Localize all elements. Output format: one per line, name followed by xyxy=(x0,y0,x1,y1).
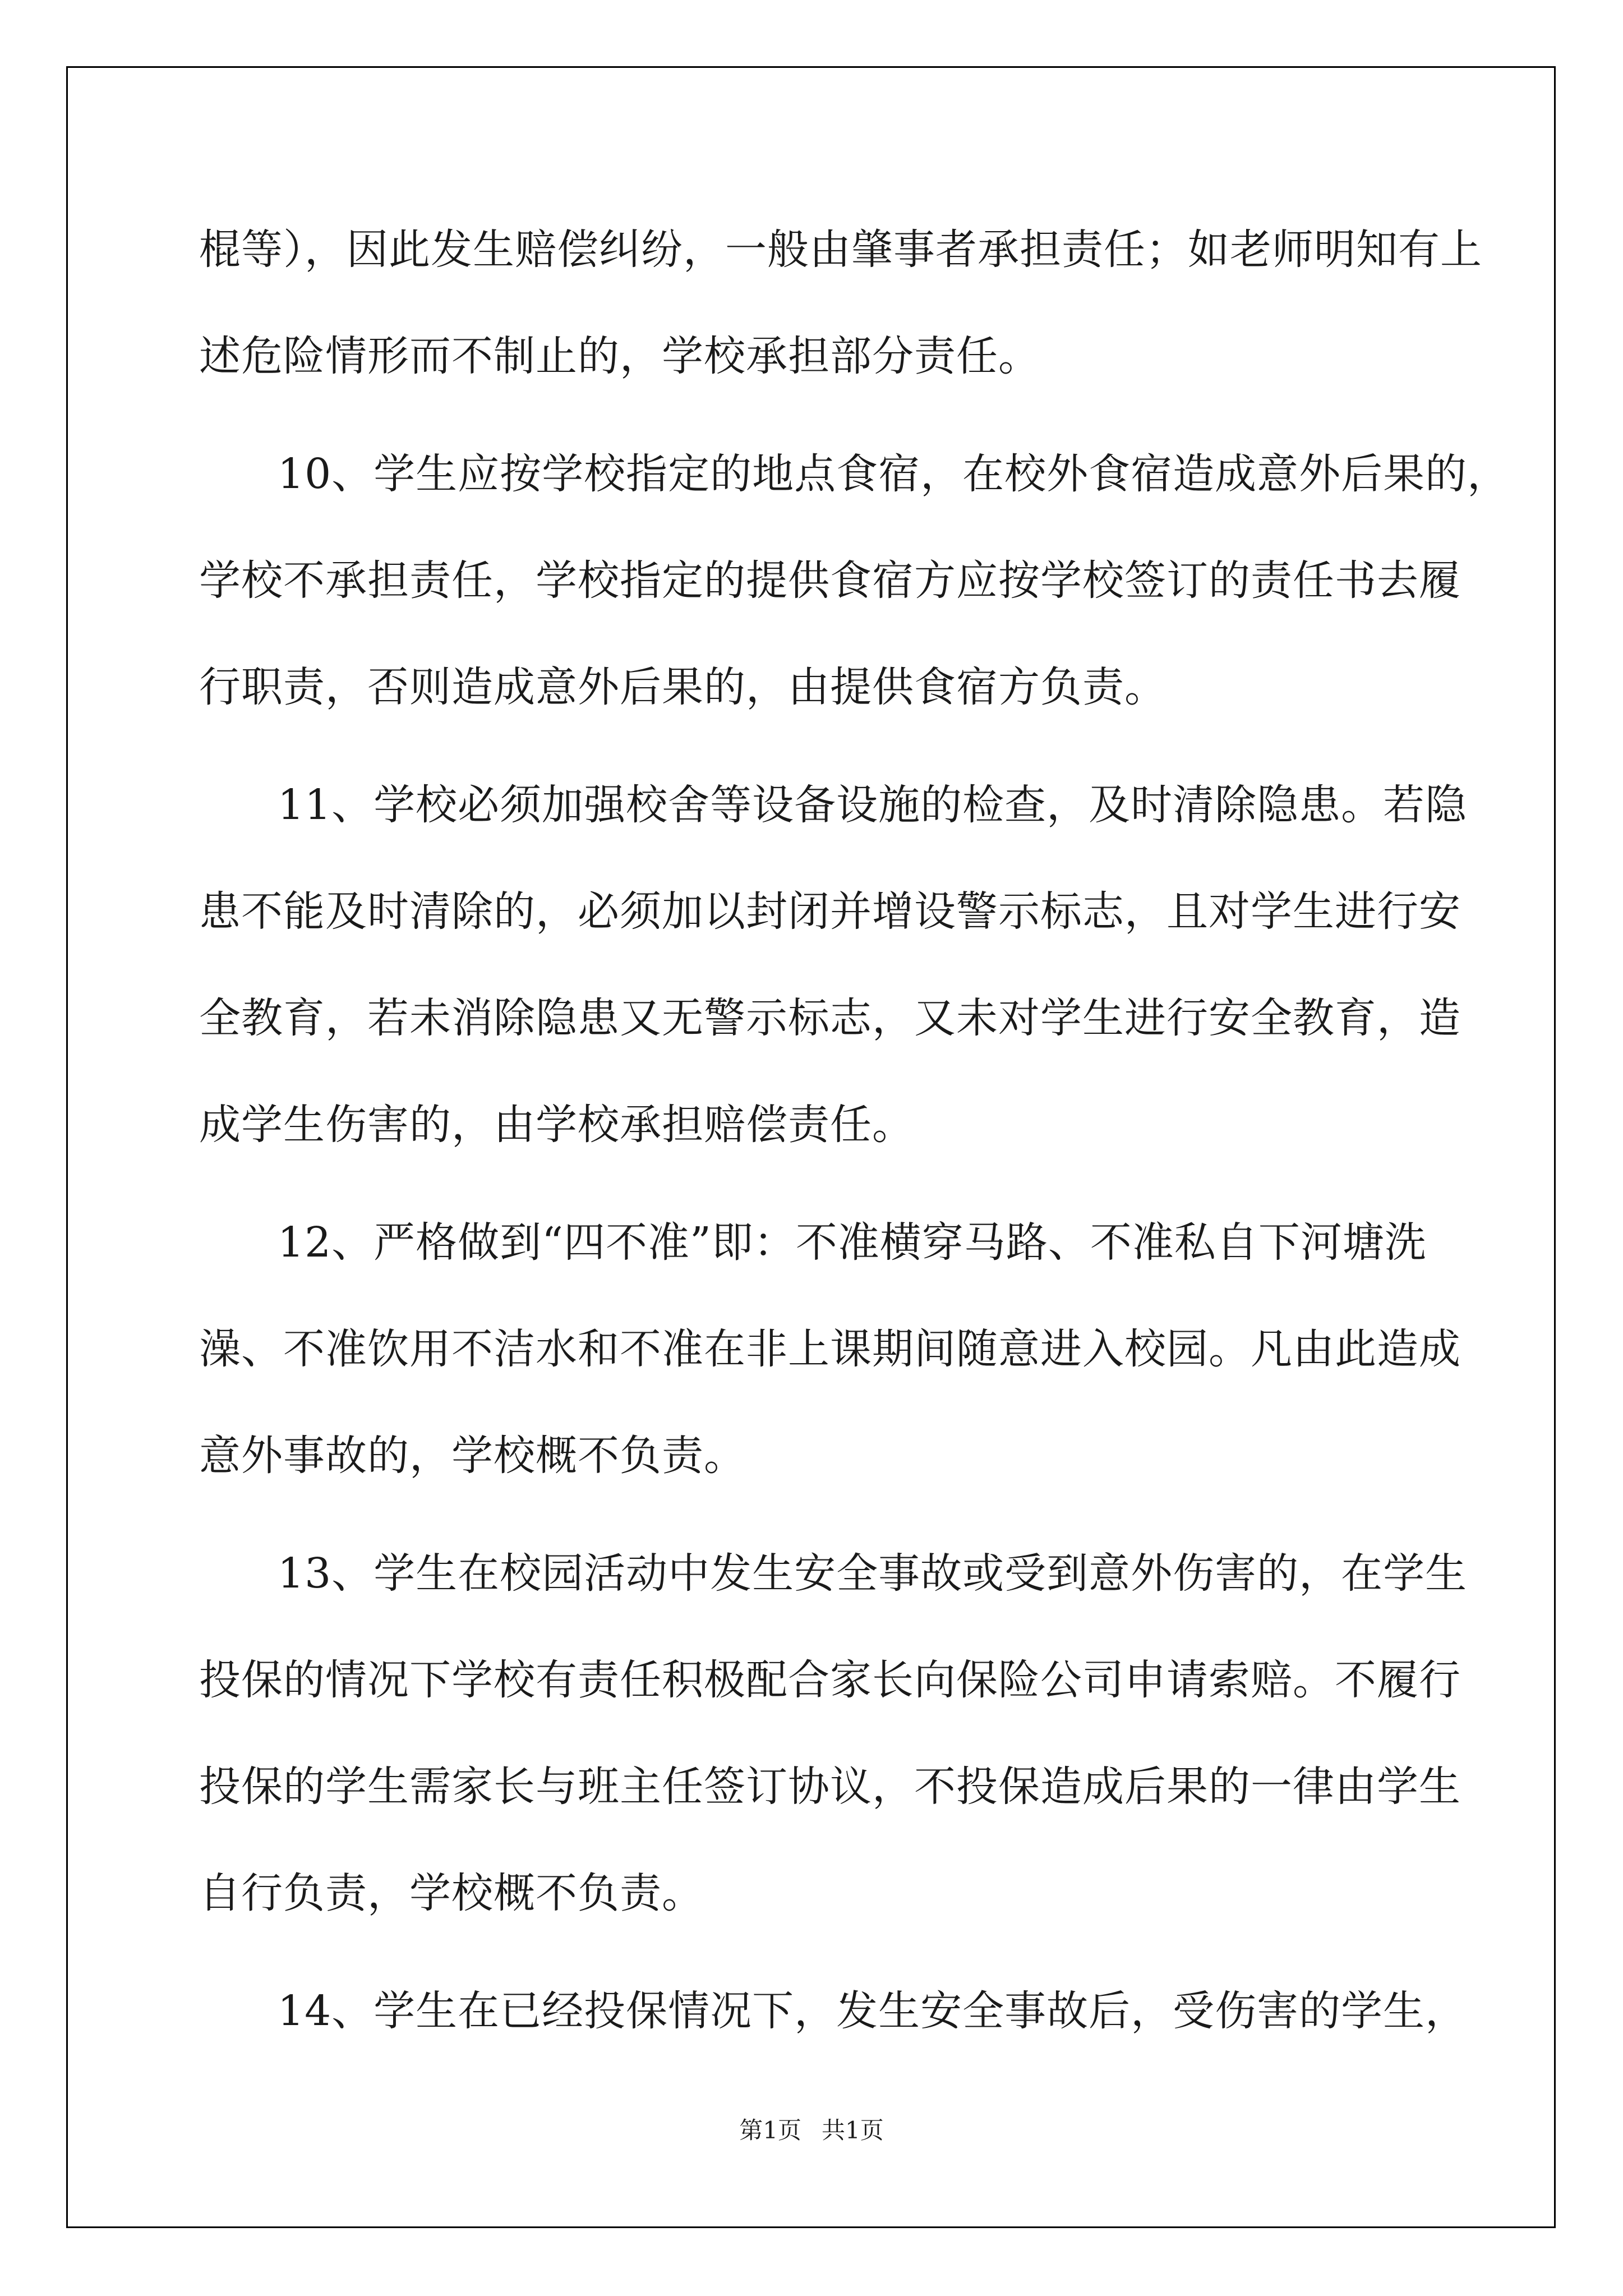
page-total: 共1页 xyxy=(822,2116,884,2144)
text-line: 投保的学生需家长与班主任签订协议，不投保造成后果的一律由学生 xyxy=(199,1763,1461,1811)
text-line: 患不能及时清除的，必须加以封闭并增设警示标志，且对学生进行安 xyxy=(199,887,1461,936)
text-line: 12、严格做到“四不准”即：不准横穿马路、不准私自下河塘洗 xyxy=(278,1218,1427,1267)
text-line: 意外事故的，学校概不负责。 xyxy=(199,1432,746,1480)
text-line: 学校不承担责任，学校指定的提供食宿方应按学校签订的责任书去履 xyxy=(199,556,1461,605)
text-line: 自行负责，学校概不负责。 xyxy=(199,1869,704,1917)
text-line: 14、学生在已经投保情况下，发生安全事故后，受伤害的学生， xyxy=(278,1987,1468,2035)
text-line: 澡、不准饮用不洁水和不准在非上课期间随意进入校园。凡由此造成 xyxy=(199,1325,1461,1373)
text-line: 述危险情形而不制止的，学校承担部分责任。 xyxy=(199,332,1040,380)
text-line: 行职责，否则造成意外后果的，由提供食宿方负责。 xyxy=(199,663,1166,711)
text-line: 棍等），因此发生赔偿纠纷，一般由肇事者承担责任；如老师明知有上 xyxy=(199,226,1482,274)
text-line: 成学生伤害的，由学校承担赔偿责任。 xyxy=(199,1101,914,1149)
text-line: 11、学校必须加强校舍等设备设施的检查，及时清除隐患。若隐 xyxy=(278,781,1468,829)
text-line: 10、学生应按学校指定的地点食宿，在校外食宿造成意外后果的， xyxy=(278,450,1510,498)
page-footer xyxy=(0,2116,1623,2144)
text-line: 13、学生在校园活动中发生安全事故或受到意外伤害的，在学生 xyxy=(278,1549,1468,1598)
text-line: 投保的情况下学校有责任积极配合家长向保险公司申请索赔。不履行 xyxy=(199,1656,1461,1704)
text-line: 全教育，若未消除隐患又无警示标志，又未对学生进行安全教育，造 xyxy=(199,994,1461,1042)
page-number: 第1页 xyxy=(739,2116,801,2144)
